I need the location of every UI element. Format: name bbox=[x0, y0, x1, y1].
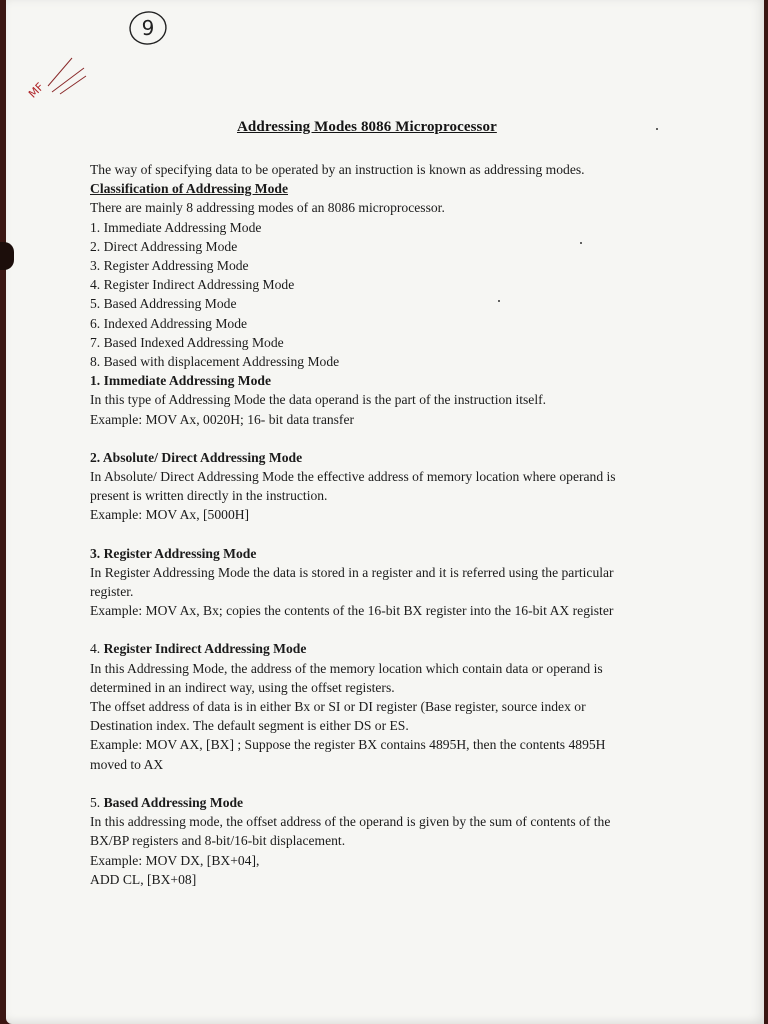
section-text: Destination index. The default segment is either DS or ES. bbox=[90, 718, 409, 734]
list-item: 6. Indexed Addressing Mode bbox=[90, 315, 248, 331]
handwritten-page-number bbox=[126, 8, 170, 48]
list-item: 1. Immediate Addressing Mode bbox=[90, 219, 262, 235]
speck bbox=[498, 300, 500, 302]
section-example: Example: MOV AX, [BX] ; Suppose the register BX contains 4895H, then the contents 4895H bbox=[90, 737, 606, 753]
section-heading bbox=[90, 639, 690, 658]
section-heading bbox=[90, 793, 690, 812]
classification-heading: Classification of Addressing Mode bbox=[90, 181, 289, 197]
handwritten-margin-note bbox=[24, 50, 104, 105]
document-body bbox=[90, 160, 690, 889]
document-title: Addressing Modes 8086 Microprocessor bbox=[237, 119, 497, 135]
section-example: Example: MOV Ax, Bx; copies the contents of the 16-bit BX register into the 16-bit AX register bbox=[90, 603, 614, 619]
page-edge-blot bbox=[0, 242, 14, 270]
section-heading-text: Register Indirect Addressing Mode bbox=[103, 641, 307, 657]
section-text: BX/BP registers and 8-bit/16-bit displacement. bbox=[90, 833, 346, 849]
section-number: 4. bbox=[90, 641, 104, 657]
section-text: determined in an indirect way, using the offset registers. bbox=[90, 679, 395, 695]
list-item: 5. Based Addressing Mode bbox=[90, 296, 237, 312]
list-item: 8. Based with displacement Addressing Mode bbox=[90, 354, 340, 370]
paper-sheet bbox=[6, 0, 764, 1024]
intro-text: The way of specifying data to be operated by an instruction is known as addressing modes. bbox=[90, 162, 585, 177]
section-example: Example: MOV Ax, 0020H; 16- bit data transfer bbox=[90, 411, 355, 427]
section-text: In Absolute/ Direct Addressing Mode the effective address of memory location where operand is bbox=[90, 469, 616, 485]
section-number: 5. bbox=[90, 794, 104, 810]
section-text: In this addressing mode, the offset address of the operand is given by the sum of contents of the bbox=[90, 814, 611, 830]
classification-intro: There are mainly 8 addressing modes of an 8086 microprocessor. bbox=[90, 200, 445, 216]
section-text: In this Addressing Mode, the address of the memory location which contain data or operand is bbox=[90, 660, 603, 676]
modes-list bbox=[90, 218, 690, 372]
svg-text:9: 9 bbox=[141, 16, 155, 40]
list-item: 4. Register Indirect Addressing Mode bbox=[90, 277, 295, 293]
list-item: 3. Register Addressing Mode bbox=[90, 258, 249, 274]
section-text: present is written directly in the instruction. bbox=[90, 488, 328, 504]
section-text: In Register Addressing Mode the data is stored in a register and it is referred using the particular bbox=[90, 564, 614, 580]
speck bbox=[656, 128, 658, 130]
section-text: register. bbox=[90, 584, 134, 600]
section-text: The offset address of data is in either Bx or SI or DI register (Base register, source index or bbox=[90, 699, 586, 715]
list-item: 2. Direct Addressing Mode bbox=[90, 238, 238, 254]
section-heading: 1. Immediate Addressing Mode bbox=[90, 373, 271, 389]
section-example: Example: MOV DX, [BX+04], bbox=[90, 852, 260, 868]
speck bbox=[580, 242, 582, 244]
section-example: ADD CL, [BX+08] bbox=[90, 871, 197, 887]
section-heading: 2. Absolute/ Direct Addressing Mode bbox=[90, 449, 303, 465]
section-heading: 3. Register Addressing Mode bbox=[90, 545, 257, 561]
section-example: Example: MOV Ax, [5000H] bbox=[90, 507, 250, 523]
list-item: 7. Based Indexed Addressing Mode bbox=[90, 334, 284, 350]
section-example: moved to AX bbox=[90, 756, 164, 772]
section-text: In this type of Addressing Mode the data operand is the part of the instruction itself. bbox=[90, 392, 547, 408]
section-heading-text: Based Addressing Mode bbox=[103, 794, 244, 810]
svg-text:MF: MF bbox=[26, 80, 47, 101]
